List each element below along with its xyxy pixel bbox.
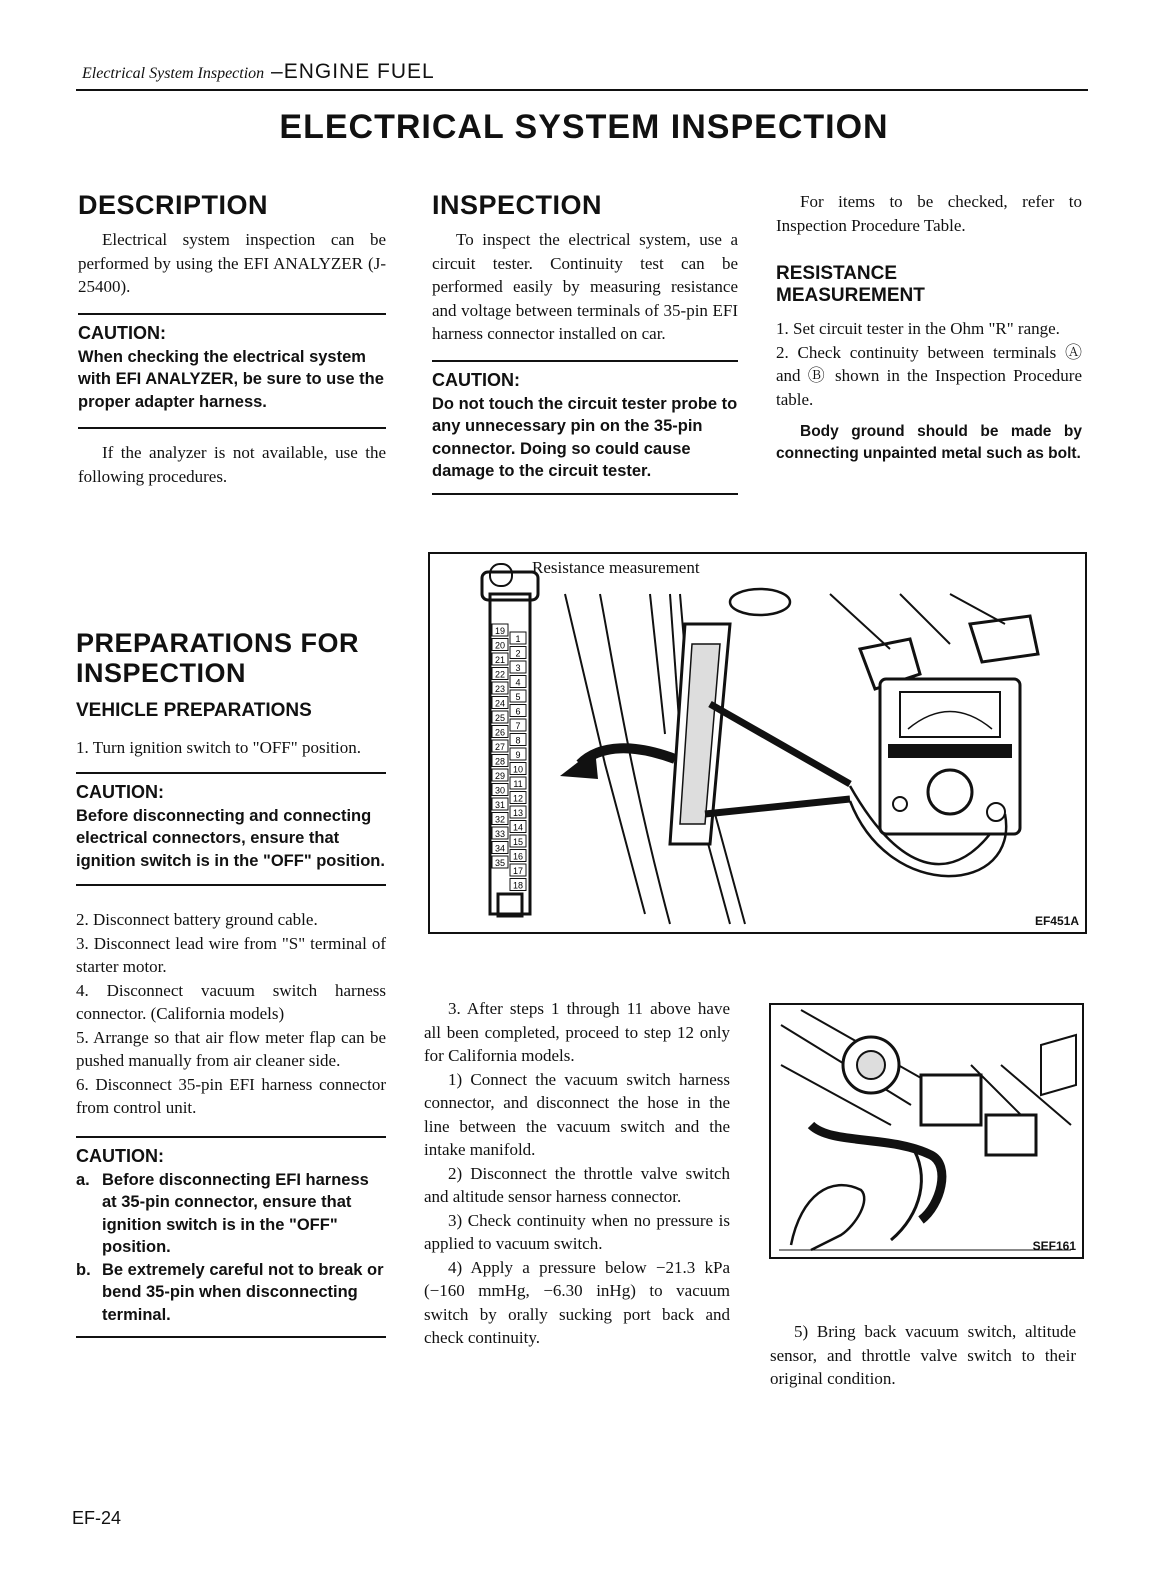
connector-pin-label: 16 (512, 851, 524, 862)
caution-label: CAUTION: (76, 781, 164, 802)
item-text: Be extremely careful not to break or bend 35-pin when disconnecting terminal. (102, 1260, 384, 1324)
prep-step-1: 1. Turn ignition switch to "OFF" position. (76, 738, 361, 757)
connector-pin-label: 31 (494, 800, 506, 810)
california-steps (424, 997, 730, 1350)
header-chapter: ENGINE FUEL (283, 60, 435, 83)
connector-pin-label: 3 (515, 663, 521, 673)
connector-pin-label: 33 (494, 829, 506, 839)
connector-pin-label: 26 (494, 727, 506, 738)
page-title: ELECTRICAL SYSTEM INSPECTION (279, 108, 889, 146)
divider (76, 1136, 386, 1138)
description-text: Electrical system inspection can be performed by using the EFI ANALYZER (J-25400). (78, 230, 386, 296)
restore-step (770, 1320, 1076, 1391)
prep-step: 3. Disconnect lead wire from "S" terminal of starter motor. (76, 933, 386, 976)
connector-pin-label: 4 (515, 677, 521, 688)
caution-label: CAUTION: (76, 1145, 164, 1166)
prep-step: 5. Arrange so that air flow meter flap can be pushed manually from air cleaner side. (76, 1027, 386, 1070)
description-heading: DESCRIPTION (78, 190, 269, 220)
connector-pin-label: 30 (494, 785, 506, 796)
connector-pin-label: 27 (494, 742, 506, 752)
analyzer-followup: If the analyzer is not available, use the following procedures. (78, 443, 386, 486)
vacuum-switch-figure (769, 1003, 1084, 1259)
divider (76, 1336, 386, 1338)
inspection-text: To inspect the electrical system, use a circuit tester. Continuity test can be performed easily by measuring resistance and voltage between terminals of 35-pin EFI harness connector installed on car. (432, 230, 738, 343)
connector-pin-label: 6 (515, 706, 521, 717)
connector-pin-label: 15 (512, 837, 524, 847)
figure-code: EF451A (1034, 914, 1079, 928)
resistance-measurement-figure (428, 552, 1087, 934)
connector-pin-label: 24 (494, 698, 506, 709)
substep-5: 5) Bring back vacuum switch, altitude sensor, and throttle valve switch to their original condition. (770, 1322, 1076, 1388)
procedure-table-ref: For items to be checked, refer to Inspection Procedure Table. (776, 192, 1082, 235)
connector-pin-label: 5 (515, 692, 521, 702)
inspection-heading: INSPECTION (432, 190, 603, 220)
caution-label: CAUTION: (432, 369, 520, 390)
resistance-measurement-illustration (430, 554, 1085, 932)
divider (78, 313, 386, 315)
connector-pin-label: 28 (494, 756, 506, 767)
preparations-section (76, 628, 386, 1338)
connector-pin-label: 22 (494, 669, 506, 680)
caution-item-a (76, 1169, 386, 1259)
connector-pin-label: 35 (494, 858, 506, 868)
caution-label: CAUTION: (78, 322, 166, 343)
step-3: 3. After steps 1 through 11 above have all been completed, proceed to step 12 only for California models. (424, 999, 730, 1065)
connector-left-pins (492, 624, 508, 868)
item-text: Before disconnecting EFI harness at 35-pin connector, ensure that ignition switch is in the "OFF" position. (102, 1170, 369, 1256)
resistance-step-1: 1. Set circuit tester in the Ohm "R" range. (776, 319, 1060, 338)
connector-pin-label: 8 (515, 735, 521, 746)
caution-text: Do not touch the circuit tester probe to any unnecessary pin on the 35-pin connector. Doing so could cause damage to the circuit tester. (432, 394, 738, 480)
vacuum-switch-illustration (771, 1005, 1082, 1257)
connector-pin-label: 12 (512, 793, 524, 804)
connector-pin-label: 2 (515, 648, 521, 659)
header-rule (76, 89, 1088, 91)
caution-text: Before disconnecting and connecting electrical connectors, ensure that ignition switch is in the "OFF" position. (76, 806, 385, 870)
item-label: a. (76, 1170, 90, 1189)
connector-pin-label: 25 (494, 713, 506, 723)
connector-pin-label: 10 (512, 764, 524, 775)
connector-pin-label: 17 (512, 866, 524, 876)
connector-pin-label: 18 (512, 880, 524, 891)
connector-pin-label: 21 (494, 655, 506, 665)
divider (432, 360, 738, 362)
connector-pin-label: 11 (513, 779, 523, 789)
header-section: Electrical System Inspection (82, 65, 265, 82)
divider (78, 427, 386, 429)
page-number: EF-24 (72, 1508, 122, 1528)
connector-pin-label: 14 (512, 822, 524, 833)
substep-3: 3) Check continuity when no pressure is applied to vacuum switch. (424, 1210, 730, 1253)
prep-step: 4. Disconnect vacuum switch harness connector. (California models) (76, 980, 386, 1023)
inspection-section (432, 190, 738, 495)
figure-code: SEF161 (1032, 1239, 1076, 1253)
caution-item-b (76, 1259, 386, 1327)
divider (432, 493, 738, 495)
resistance-step-2: 2. Check continuity between terminals Ⓐ and Ⓑ shown in the Inspection Procedure table. (776, 342, 1082, 409)
connector-pin-label: 32 (494, 814, 506, 825)
resistance-section (776, 190, 1082, 465)
connector-pin-label: 9 (515, 750, 521, 760)
item-label: b. (76, 1260, 91, 1279)
prep-step: 2. Disconnect battery ground cable. (76, 910, 318, 929)
figure-caption: Resistance measurement (532, 558, 700, 577)
substep-1: 1) Connect the vacuum switch harness connector, and disconnect the hose in the line between the vacuum switch and the intake manifold. (424, 1069, 730, 1159)
preparations-heading: PREPARATIONS FOR INSPECTION (76, 628, 360, 688)
resistance-heading: RESISTANCE MEASUREMENT (776, 263, 925, 306)
caution-text: When checking the electrical system with EFI ANALYZER, be sure to use the proper adapter harness. (78, 347, 384, 411)
connector-pin-label: 13 (512, 808, 524, 818)
connector-pin-label: 29 (494, 771, 506, 781)
substep-4: 4) Apply a pressure below −21.3 kPa (−160 mmHg, −6.30 inHg) to vacuum switch by orally sucking port back and check continuity. (424, 1257, 730, 1347)
connector-right-pins (510, 632, 526, 891)
prep-step: 6. Disconnect 35-pin EFI harness connector from control unit. (76, 1074, 386, 1117)
divider (76, 884, 386, 886)
body-ground-note: Body ground should be made by connecting unpainted metal such as bolt. (776, 423, 1082, 462)
connector-pin-label: 34 (494, 843, 506, 854)
divider (76, 772, 386, 774)
connector-pin-label: 7 (515, 721, 521, 731)
header-dash: – (264, 60, 284, 83)
vehicle-preparations-heading: VEHICLE PREPARATIONS (76, 700, 312, 721)
connector-pin-label: 19 (494, 626, 506, 636)
connector-pin-label: 1 (515, 634, 521, 644)
description-section (78, 190, 386, 488)
connector-pin-label: 23 (494, 684, 506, 694)
connector-pin-label: 20 (494, 640, 506, 651)
substep-2: 2) Disconnect the throttle valve switch and altitude sensor harness connector. (424, 1163, 730, 1206)
running-header (82, 60, 435, 84)
prep-steps-list (76, 908, 386, 1120)
